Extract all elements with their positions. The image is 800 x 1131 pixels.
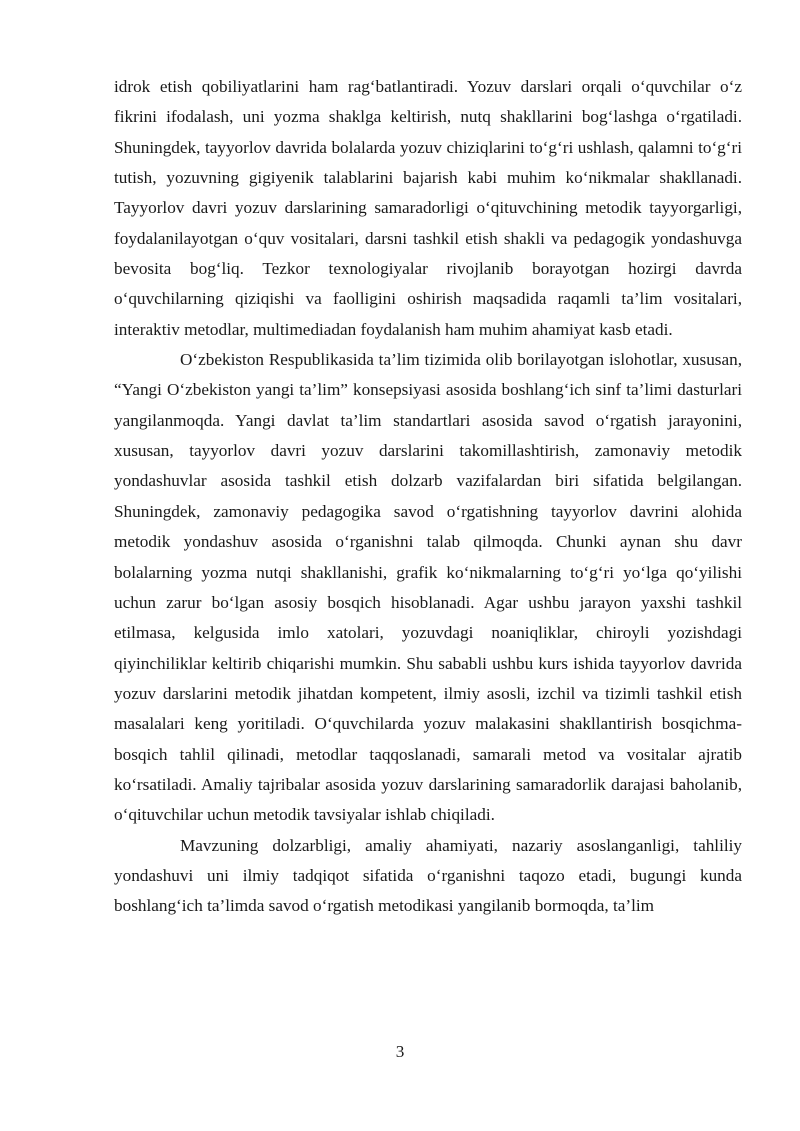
paragraph-continuation: idrok etish qobiliyatlarini ham rag‘batlantiradi. Yozuv darslari orqali o‘quvchilar o‘z fikrini ifodalash, uni yozma shaklga keltirish, nutq shakllarini bog‘lashga o‘rgatiladi. Shuningdek, tayyorlov davrida bolalarda yozuv chiziqlarini to‘g‘ri ushlash, qalamni to‘g‘ri tutish, yozuvning gigiyenik talablarini bajarish kabi muhim ko‘nikmalar shakllanadi. Tayyorlov davri yozuv darslarining samaradorligi o‘qituvchining metodik tayyorgarligi, foydalanilayotgan o‘quv vositalari, darsni tashkil etish shakli va pedagogik yondashuvga bevosita bog‘liq. Tezkor texnologiyalar rivojlanib borayotgan hozirgi davrda o‘quvchilarning qiziqishi va faolligini oshirish maqsadida raqamli ta’lim vositalari, interaktiv metodlar, multimediadan foydalanish ham muhim ahamiyat kasb etadi. [114, 77, 742, 339]
page-number: 3 [395, 1042, 405, 1061]
body-text [114, 72, 742, 922]
paragraph-reforms: O‘zbekiston Respublikasida ta’lim tizimida olib borilayotgan islohotlar, xususan, “Yangi O‘zbekiston yangi ta’lim” konsepsiyasi asosida boshlang‘ich sinf ta’limi dasturlari yangilanmoqda. Yangi davlat ta’lim standartlari asosida savod o‘rgatish jarayonini, xususan, tayyorlov davri yozuv darslarini takomillashtirish, zamonaviy metodik yondashuvlar asosida tashkil etish dolzarb vazifalardan biri sifatida belgilangan. Shuningdek, zamonaviy pedagogika savod o‘rgatishning tayyorlov davrini alohida metodik yondashuv asosida o‘rganishni talab qilmoqda. Chunki aynan shu davr bolalarning yozma nutqi shakllanishi, grafik ko‘nikmalarning to‘g‘ri yo‘lga qo‘yilishi uchun zarur bo‘lgan asosiy bosqich hisoblanadi. Agar ushbu jarayon yaxshi tashkil etilmasa, kelgusida imlo xatolari, yozuvdagi noaniqliklar, chiroyli yozishdagi qiyinchiliklar keltirib chiqarishi mumkin. Shu sababli ushbu kurs ishida tayyorlov davrida yozuv darslarini metodik jihatdan kompetent, ilmiy asosli, izchil va tizimli tashkil etish masalalari keng yoritiladi. O‘quvchilarda yozuv malakasini shakllantirish bosqichma-bosqich tahlil qilinadi, metodlar taqqoslanadi, samarali metod va vositalar ajratib ko‘rsatiladi. Amaliy tajribalar asosida yozuv darslarining samaradorlik darajasi baholanib, o‘qituvchilar uchun metodik tavsiyalar ishlab chiqiladi. [114, 350, 742, 825]
paragraph-relevance: Mavzuning dolzarbligi, amaliy ahamiyati, nazariy asoslanganligi, tahliliy yondashuvi uni ilmiy tadqiqot sifatida o‘rganishni taqozo etadi, bugungi kunda boshlang‘ich ta’limda savod o‘rgatish metodikasi yangilanib bormoqda, ta’lim [114, 835, 742, 916]
